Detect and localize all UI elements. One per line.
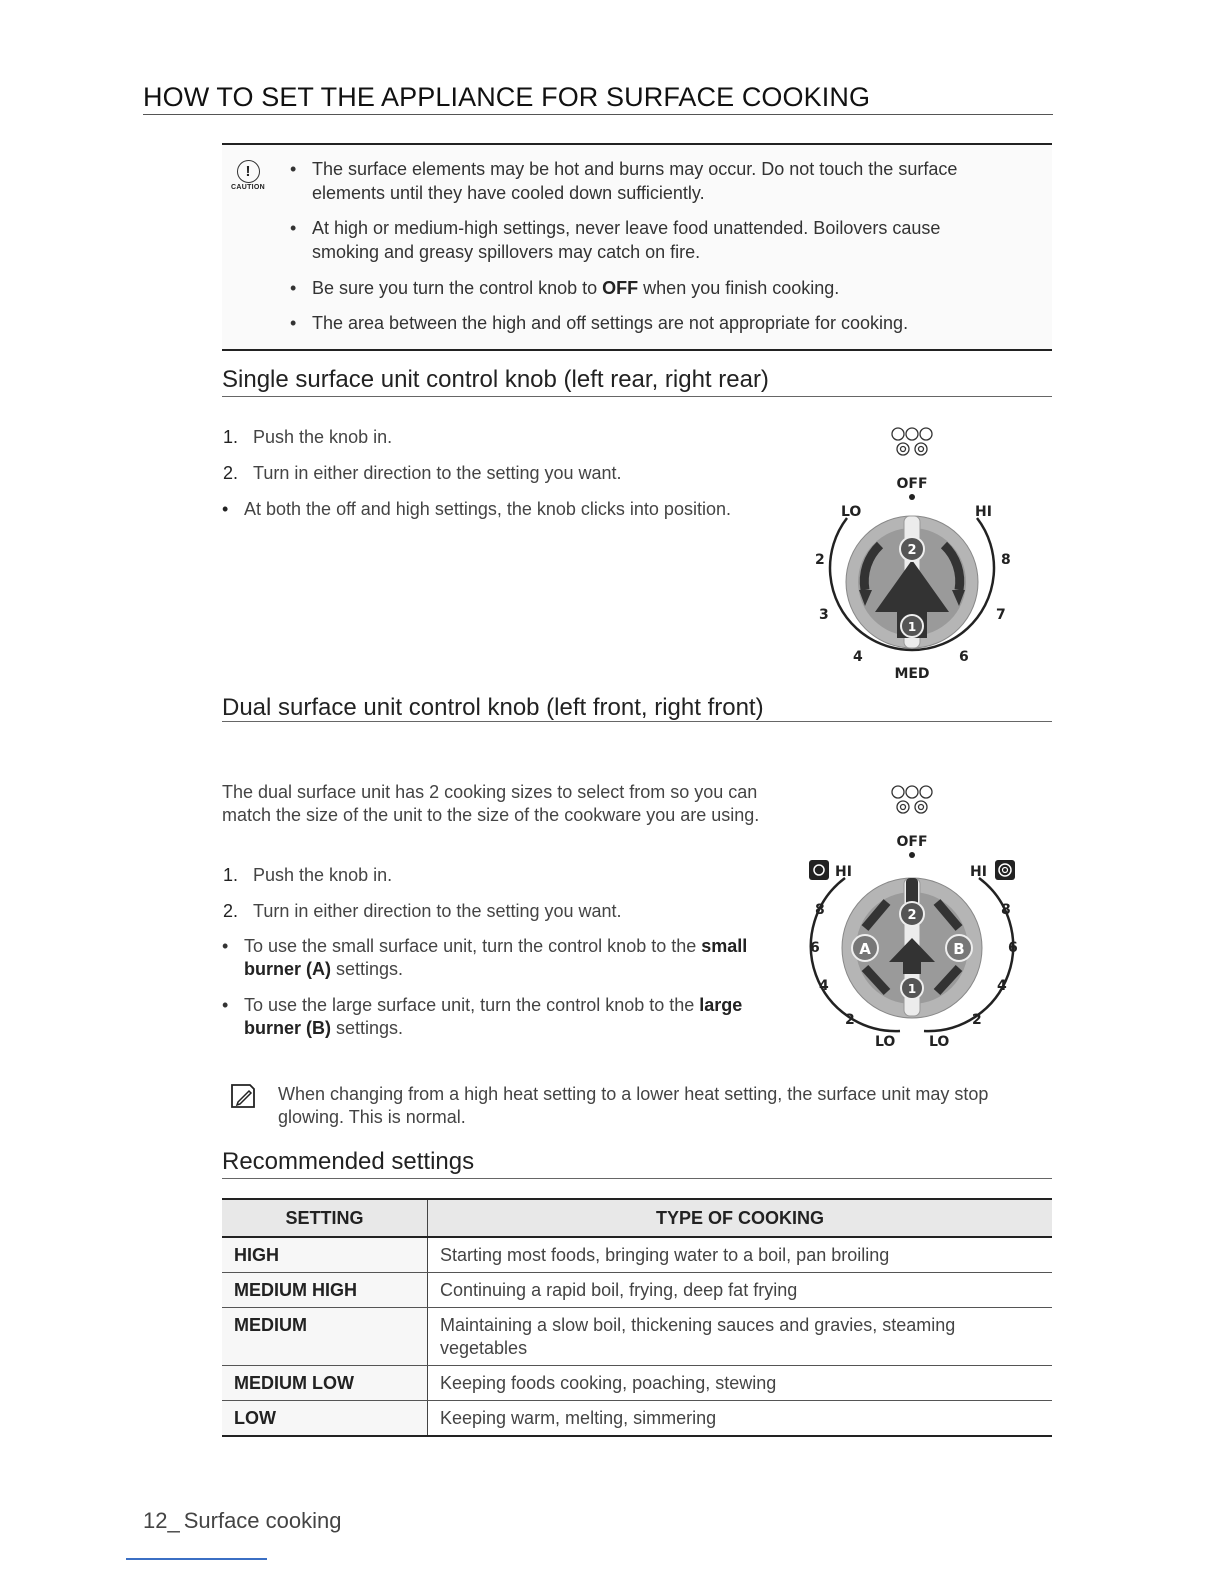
caution-bullet-2: • At high or medium-high settings, never leave food unattended. Boilovers cause smoking and greasy spillovers may catch on fire. xyxy=(290,218,941,262)
table-row xyxy=(222,1273,1052,1308)
setting-cell: LOW xyxy=(222,1401,428,1437)
dial-label-8: 8 xyxy=(1001,552,1011,568)
dual-dial-label-lo-right: LO xyxy=(929,1034,950,1050)
dual-dial-badge-top: 2 xyxy=(907,908,917,923)
dual-knob-heading: Dual surface unit control knob (left front, right front) xyxy=(222,694,764,721)
dual-step-1: 1. Push the knob in. xyxy=(223,865,393,885)
caution-icon: ! CAUTION xyxy=(229,160,267,191)
recommended-heading: Recommended settings xyxy=(222,1148,475,1175)
type-cell: Starting most foods, bringing water to a boil, pan broiling xyxy=(428,1237,1053,1273)
table-row xyxy=(222,1237,1052,1273)
page-number: 12_ xyxy=(143,1508,180,1533)
page-footer xyxy=(143,1508,341,1534)
dual-step-2: 2. Turn in either direction to the setting you want. xyxy=(223,901,622,921)
note-icon xyxy=(230,1083,256,1109)
burner-layout-icon xyxy=(892,428,932,455)
dual-knob-rule xyxy=(222,721,1052,722)
table-row xyxy=(222,1401,1052,1437)
dual-bullet-2: • To use the large surface unit, turn the control knob to the large burner (B) settings. xyxy=(222,995,743,1038)
dual-dial-label-2-right: 2 xyxy=(972,1012,982,1028)
dual-dial-label-lo-left: LO xyxy=(875,1034,896,1050)
dual-dial-label-hi-left: HI xyxy=(835,864,852,880)
dual-dial-label-hi-right: HI xyxy=(970,864,987,880)
type-cell: Continuing a rapid boil, frying, deep fat frying xyxy=(428,1273,1053,1308)
single-knob-diagram xyxy=(805,420,1035,685)
table-row xyxy=(222,1308,1052,1366)
dual-dial-label-2-left: 2 xyxy=(845,1012,855,1028)
footer-section: Surface cooking xyxy=(183,1508,342,1533)
caution-bullet-4: • The area between the high and off settings are not appropriate for cooking. xyxy=(290,313,909,333)
single-knob-heading: Single surface unit control knob (left rear, right rear) xyxy=(222,366,769,393)
dial-badge-top: 2 xyxy=(907,543,917,558)
recommended-settings-table xyxy=(222,1198,1052,1437)
setting-cell: MEDIUM xyxy=(222,1308,428,1366)
footer-rule xyxy=(126,1558,267,1560)
dual-dial-label-b: B xyxy=(953,940,965,958)
dial-label-off: OFF xyxy=(896,476,928,492)
table-row xyxy=(222,1366,1052,1401)
dial-label-hi: HI xyxy=(975,504,992,520)
setting-cell: HIGH xyxy=(222,1237,428,1273)
dial-label-med: MED xyxy=(894,666,930,682)
dial-label-lo: LO xyxy=(841,504,862,520)
caution-bullet-1: • The surface elements may be hot and burns may occur. Do not touch the surface elements until they have cooled down sufficiently. xyxy=(290,159,958,203)
dual-dial-label-4-left: 4 xyxy=(819,978,829,994)
dual-dial-label-6-right: 6 xyxy=(1008,940,1018,956)
title-rule xyxy=(143,114,1053,115)
setting-cell: MEDIUM HIGH xyxy=(222,1273,428,1308)
type-cell: Keeping warm, melting, simmering xyxy=(428,1401,1053,1437)
dual-dial-label-8-right: 8 xyxy=(1001,902,1011,918)
caution-label: CAUTION xyxy=(231,184,265,191)
dual-dial-label-6-left: 6 xyxy=(810,940,820,956)
dial-label-6: 6 xyxy=(959,649,969,665)
dual-bullet-1: • To use the small surface unit, turn the control knob to the small burner (A) settings. xyxy=(222,936,748,979)
type-cell: Maintaining a slow boil, thickening sauces and gravies, steaming vegetables xyxy=(428,1308,1053,1366)
dial-label-7: 7 xyxy=(996,607,1006,623)
dual-dial-badge-bottom: 1 xyxy=(907,982,917,996)
setting-cell: MEDIUM LOW xyxy=(222,1366,428,1401)
dial-badge-bottom: 1 xyxy=(907,620,917,634)
dual-knob-diagram xyxy=(805,778,1035,1058)
dial-label-3: 3 xyxy=(819,607,829,623)
dual-dial-label-a: A xyxy=(859,940,871,958)
caution-bullet-3: • Be sure you turn the control knob to OFF when you finish cooking. xyxy=(290,278,840,298)
single-step-2: 2. Turn in either direction to the setting you want. xyxy=(223,463,622,483)
note-text: When changing from a high heat setting to a lower heat setting, the surface unit may stop glowing. This is normal. xyxy=(278,1084,989,1127)
type-cell: Keeping foods cooking, poaching, stewing xyxy=(428,1366,1053,1401)
dial-label-2: 2 xyxy=(815,552,825,568)
single-knob-rule xyxy=(222,396,1052,397)
single-bullet: • At both the off and high settings, the knob clicks into position. xyxy=(222,499,731,519)
dual-dial-label-8-left: 8 xyxy=(815,902,825,918)
dual-dial-label-4-right: 4 xyxy=(997,978,1007,994)
table-header-row xyxy=(222,1199,1052,1237)
burner-layout-icon xyxy=(892,786,932,813)
dual-intro: The dual surface unit has 2 cooking sizes to select from so you can match the size of the unit to the size of the cookware you are using. xyxy=(222,782,760,825)
column-header-type: TYPE OF COOKING xyxy=(428,1199,1053,1237)
column-header-setting: SETTING xyxy=(222,1199,428,1237)
dial-label-4: 4 xyxy=(853,649,863,665)
dual-dial-label-off: OFF xyxy=(896,834,928,850)
single-step-1: 1. Push the knob in. xyxy=(223,427,393,447)
recommended-rule xyxy=(222,1178,1052,1179)
page-title: HOW TO SET THE APPLIANCE FOR SURFACE COOKING xyxy=(143,82,871,112)
